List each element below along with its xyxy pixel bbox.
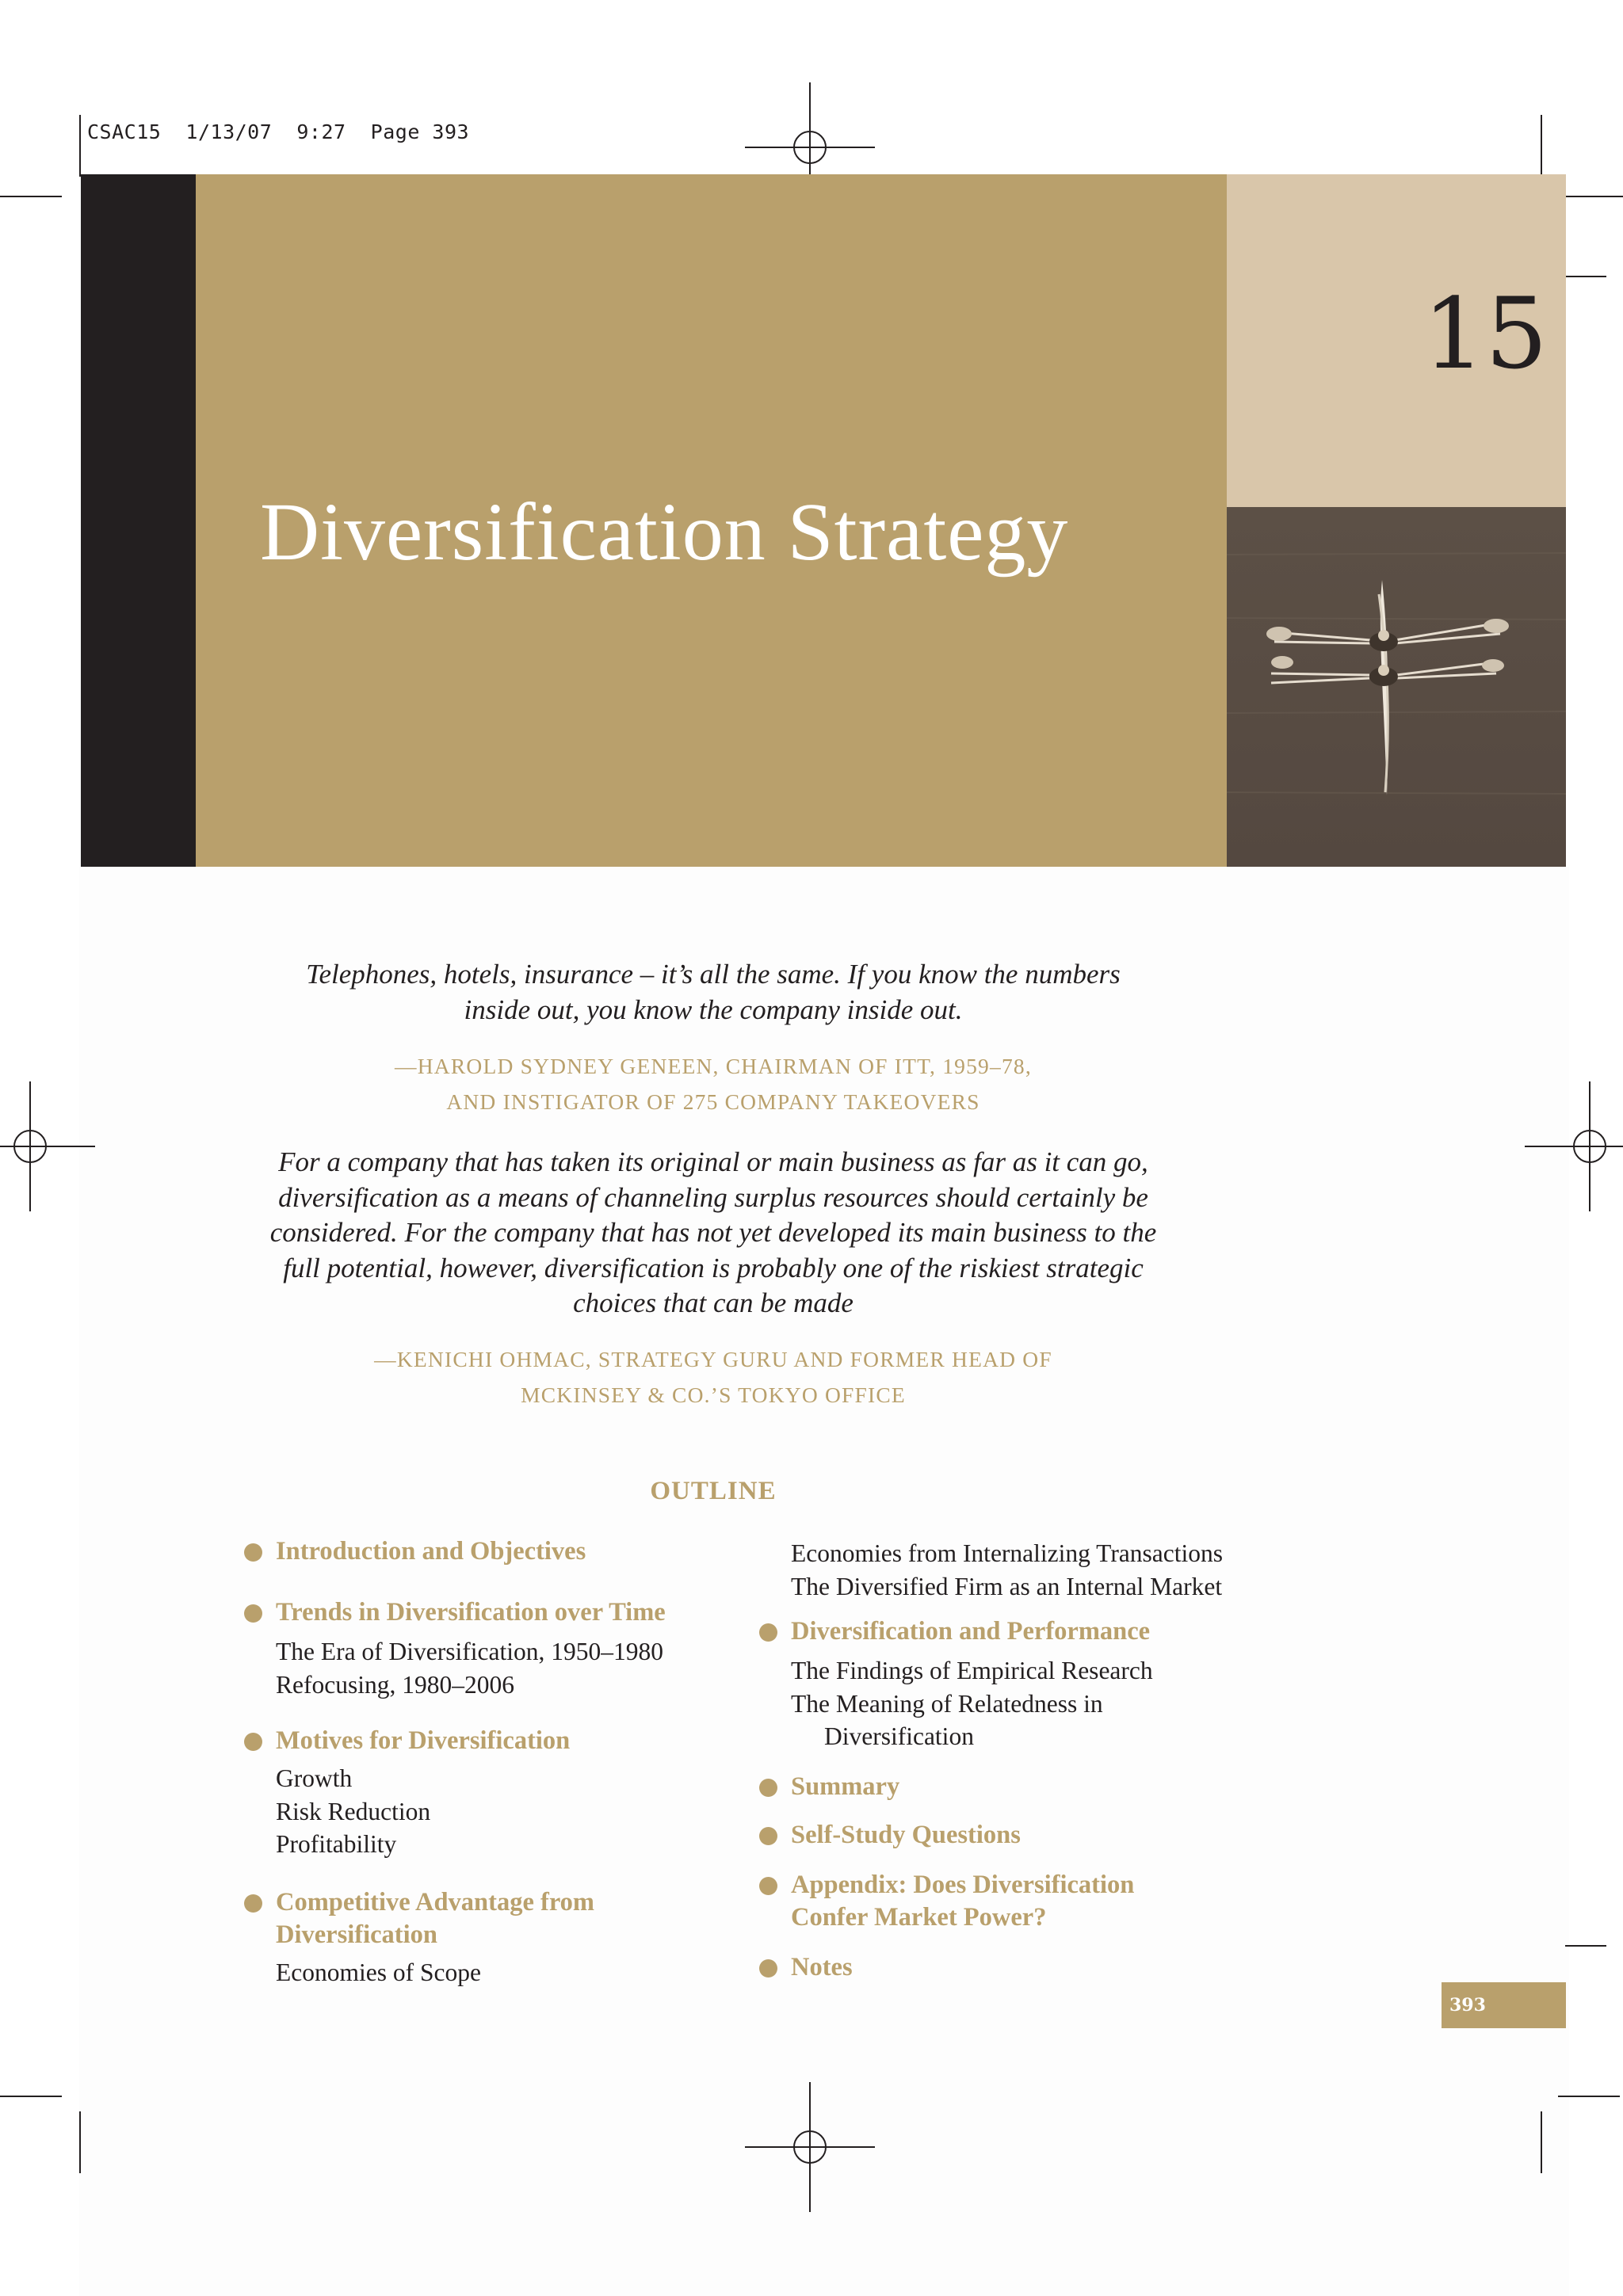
outline-subitem[interactable]: The Diversified Firm as an Internal Market [791, 1572, 1223, 1600]
crop-mark [1558, 2096, 1620, 2097]
bullet-icon [244, 1733, 262, 1751]
outline-subitem[interactable]: Growth [276, 1764, 353, 1792]
outline-subitem[interactable]: Profitability [276, 1830, 397, 1858]
registration-mark-right [1525, 1081, 1623, 1211]
outline-section [244, 1886, 735, 1989]
outline-subitem[interactable]: Economies from Internalizing Transactions [791, 1539, 1224, 1567]
quote-line: Telephones, hotels, insurance – it’s all the same. If you know the numbers [306, 959, 1121, 990]
quote-line: considered. For the company that has not yet developed its main business to the [269, 1217, 1157, 1248]
epigraph-quote [230, 1145, 1197, 1322]
outline-section [759, 1771, 1314, 1803]
rowing-photo [1227, 507, 1566, 867]
quote-line: For a company that has taken its original or main business as far as it can go, [278, 1146, 1148, 1177]
epigraph-attribution [230, 1048, 1197, 1119]
outline-section-title[interactable]: Self-Study Questions [759, 1819, 1314, 1852]
attribution-line: —HAROLD SYDNEY GENEEN, CHAIRMAN OF ITT, 1959–78, [395, 1054, 1032, 1078]
quote-line: inside out, you know the company inside out. [464, 994, 963, 1025]
outline-heading: OUTLINE [650, 1477, 777, 1505]
bullet-icon [759, 1827, 777, 1845]
crop-mark [1565, 1945, 1606, 1947]
bullet-icon [759, 1623, 777, 1642]
outline-section-title[interactable]: Notes [759, 1951, 1314, 1984]
outline-right-column [759, 1537, 1314, 1984]
registration-mark-left [0, 1081, 95, 1211]
outline-section [759, 1951, 1314, 1984]
attribution-line: MCKINSEY & CO.’S TOKYO OFFICE [521, 1383, 906, 1407]
outline-section-title[interactable]: Diversification and Performance [759, 1615, 1314, 1648]
epigraph-quote [230, 957, 1197, 1028]
outline-section-title[interactable]: Summary [759, 1771, 1314, 1803]
outline-subitem[interactable]: The Era of Diversification, 1950–1980 [276, 1638, 663, 1665]
chapter-number: 15 [1423, 277, 1548, 391]
quote-line: choices that can be made [573, 1287, 854, 1318]
crop-mark [1541, 115, 1542, 177]
outline-section-title[interactable]: Competitive Advantage from [244, 1886, 735, 1919]
epigraph-attribution [230, 1341, 1197, 1413]
outline-section-title[interactable]: Introduction and Objectives [244, 1535, 735, 1568]
outline-section [759, 1819, 1314, 1852]
outline-section [244, 1596, 735, 1701]
printer-slug-line: CSAC15 1/13/07 9:27 Page 393 [87, 120, 470, 143]
outline-section-title-continued[interactable]: Confer Market Power? [791, 1902, 1047, 1932]
crop-mark [0, 2096, 62, 2097]
outline-subitem[interactable]: The Meaning of Relatedness in [791, 1689, 1103, 1718]
crop-mark [1565, 276, 1606, 277]
bullet-icon [244, 1894, 262, 1913]
outline-subitem[interactable]: Risk Reduction [276, 1797, 431, 1825]
outline-section [759, 1615, 1314, 1753]
attribution-line: AND INSTIGATOR OF 275 COMPANY TAKEOVERS [446, 1089, 980, 1114]
bullet-icon [759, 1959, 777, 1978]
crop-mark [79, 2111, 81, 2173]
quote-line: full potential, however, diversification is probably one of the riskiest strategic [283, 1252, 1144, 1283]
chapter-title: Diversification Strategy [260, 486, 1069, 578]
outline-subitem[interactable]: Diversification [824, 1722, 974, 1750]
outline-section [759, 1869, 1314, 1934]
bullet-icon [244, 1604, 262, 1623]
bullet-icon [759, 1779, 777, 1797]
outline-subitem[interactable]: The Findings of Empirical Research [791, 1657, 1153, 1684]
outline-section-title[interactable]: Appendix: Does Diversification [759, 1869, 1314, 1901]
registration-mark-bottom [745, 2082, 875, 2212]
bullet-icon [759, 1877, 777, 1895]
crop-mark [1541, 2111, 1542, 2173]
outline-section-title-continued[interactable]: Diversification [276, 1920, 437, 1949]
rowing-boat-image [1227, 507, 1566, 867]
outline-section [244, 1535, 735, 1568]
outline-left-column [244, 1535, 735, 1989]
attribution-line: —KENICHI OHMAC, STRATEGY GURU AND FORMER HEAD OF [374, 1347, 1052, 1371]
outline-section-title[interactable]: Motives for Diversification [244, 1725, 735, 1757]
outline-subitem[interactable]: Economies of Scope [276, 1958, 481, 1986]
crop-mark [0, 196, 62, 197]
header-dark-strip [81, 174, 196, 867]
bullet-icon [244, 1543, 262, 1562]
outline-section-title[interactable]: Trends in Diversification over Time [244, 1596, 735, 1629]
page-number: 393 [1442, 1982, 1566, 2028]
crop-mark [1561, 196, 1623, 197]
outline-section [244, 1725, 735, 1861]
quote-line: diversification as a means of channeling surplus resources should certainly be [278, 1181, 1148, 1213]
crop-mark [79, 115, 81, 177]
outline-subitem[interactable]: Refocusing, 1980–2006 [276, 1670, 514, 1699]
